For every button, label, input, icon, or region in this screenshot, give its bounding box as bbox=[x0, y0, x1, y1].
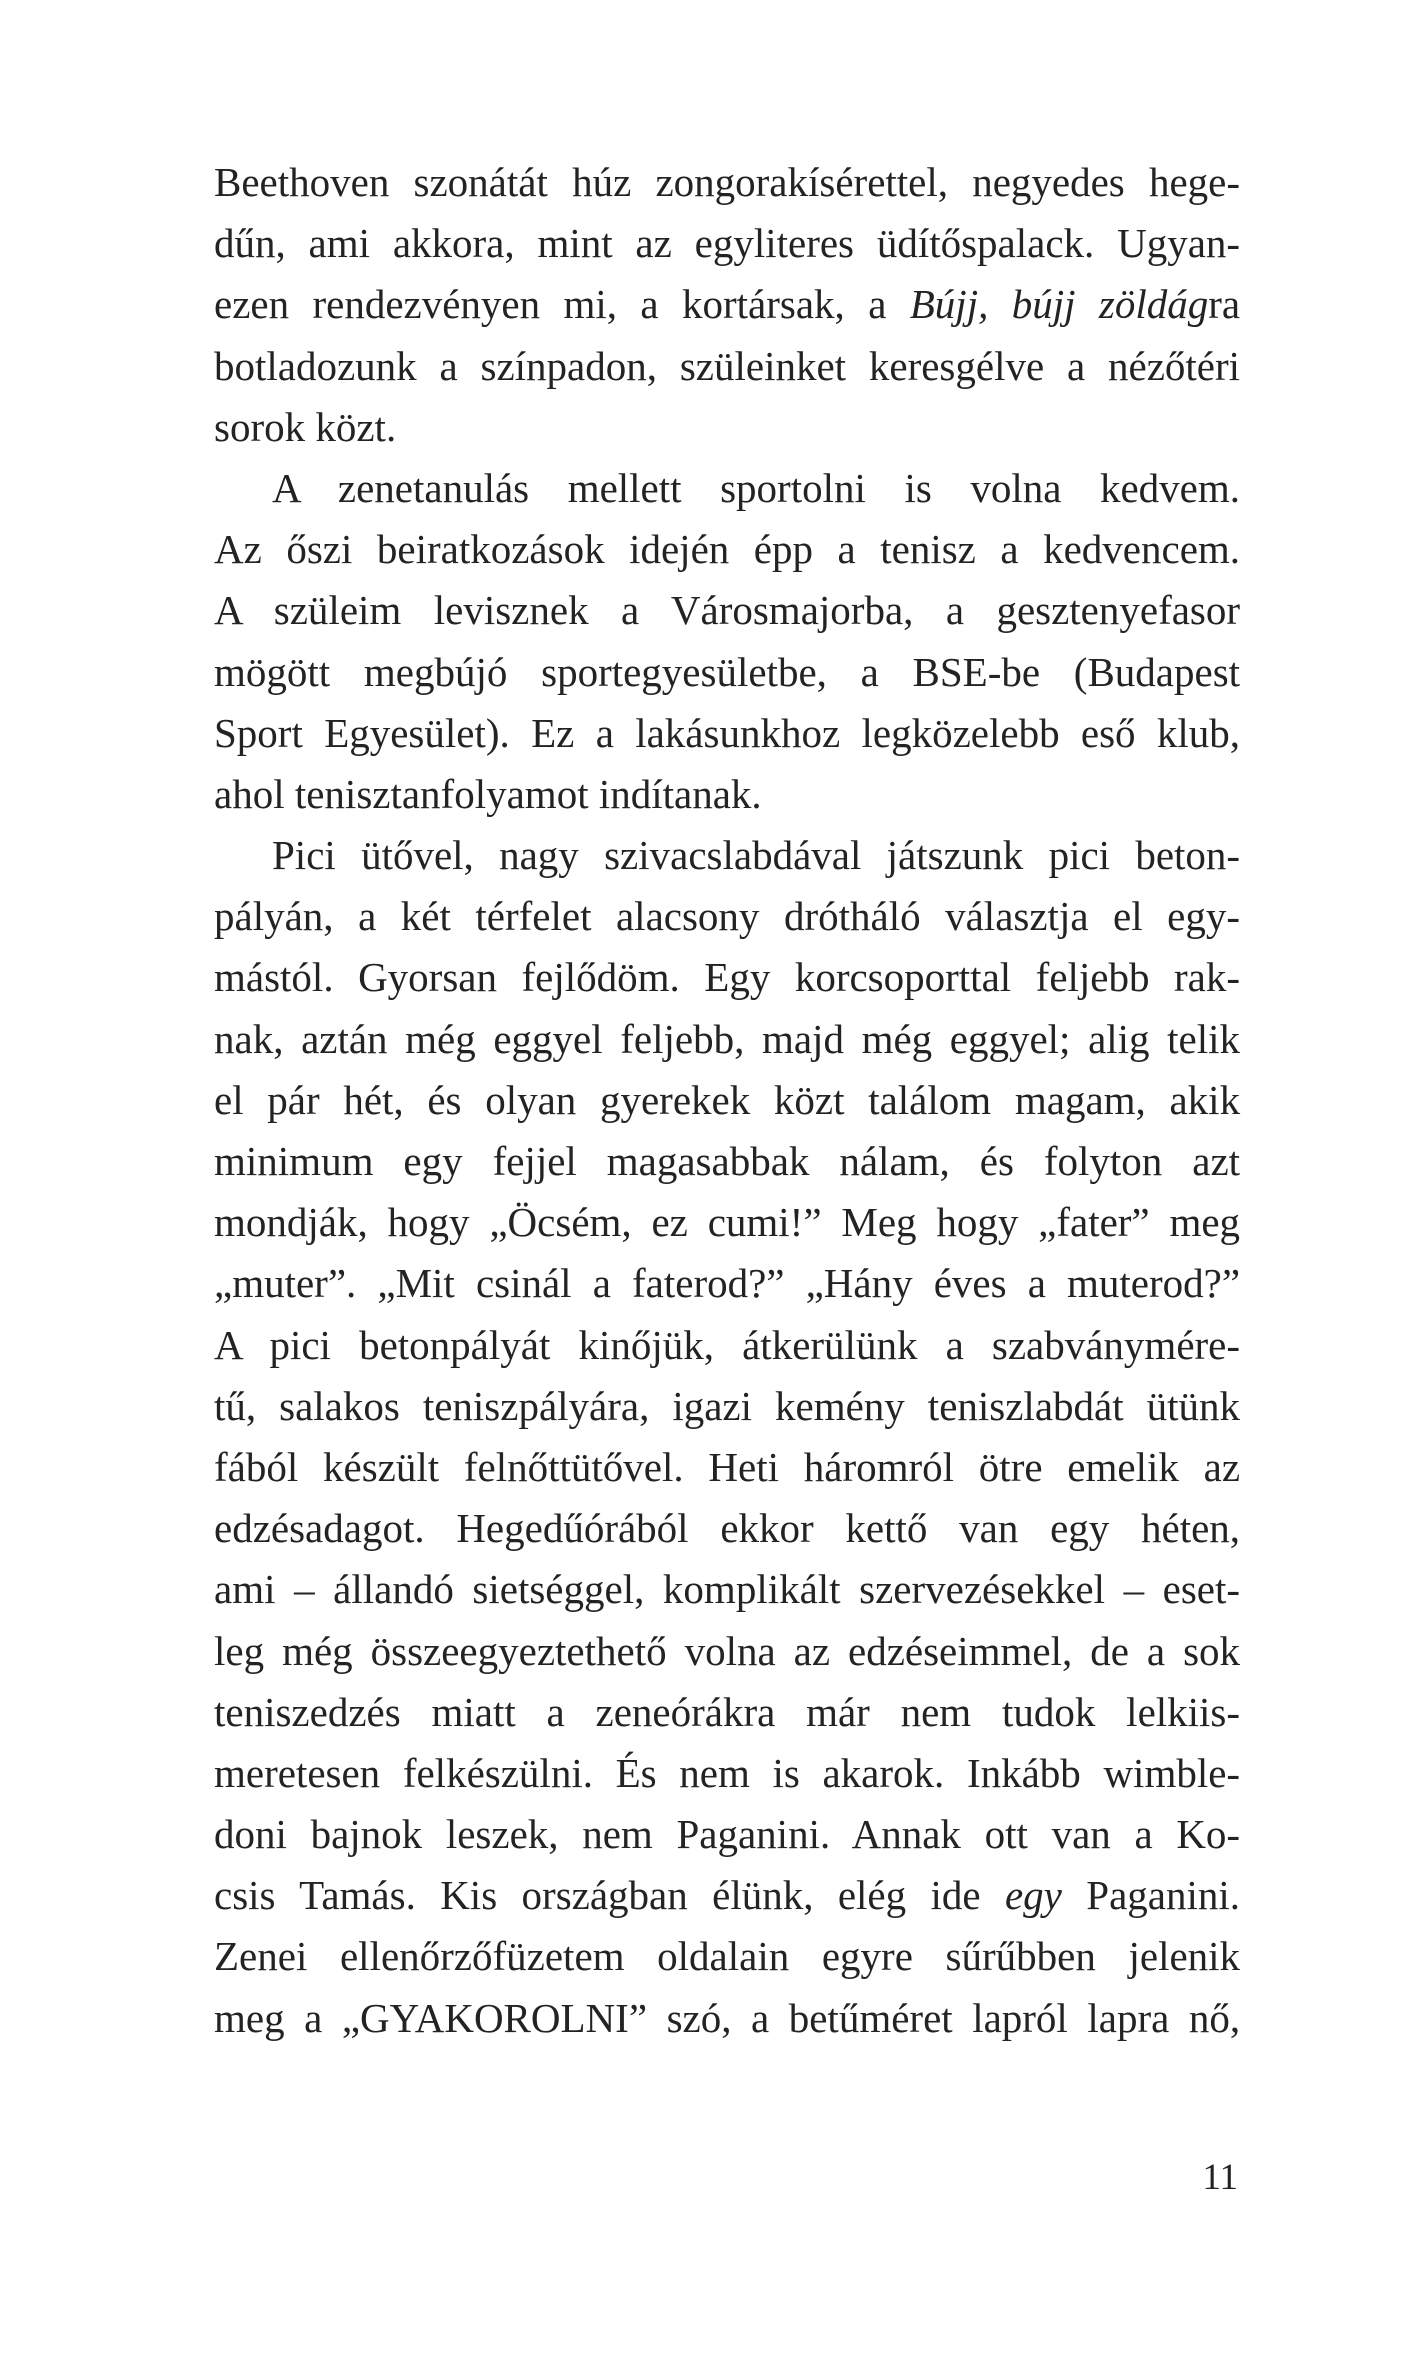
text-line: mondják, hogy „Öcsém, ez cumi!” Meg hogy „fater” meg bbox=[214, 1199, 1241, 1246]
text-line: leg még összeegyeztethető volna az edzéseimmel, de a sok bbox=[214, 1627, 1241, 1674]
page-number: 11 bbox=[1202, 2157, 1238, 2198]
text-run: sorok közt. bbox=[214, 403, 397, 450]
text-line: mástól. Gyorsan fejlődöm. Egy korcsoporttal feljebb rak- bbox=[214, 954, 1241, 1001]
text-line: dűn, ami akkora, mint az egyliteres üdítőspalack. Ugyan- bbox=[214, 220, 1241, 267]
text-line: ezen rendezvényen mi, a kortársak, a Bújj, bújj zöldágra bbox=[214, 281, 1241, 328]
text-line: botladozunk a színpadon, szüleinket keresgélve a nézőtéri bbox=[214, 342, 1241, 389]
text-line: A pici betonpályát kinőjük, átkerülünk a szabványmére- bbox=[214, 1321, 1241, 1368]
text-line: Beethoven szonátát húz zongorakísérettel, negyedes hege- bbox=[214, 159, 1241, 205]
text-line: minimum egy fejjel magasabbak nálam, és folyton azt bbox=[214, 1138, 1241, 1184]
text-line bbox=[214, 397, 1240, 458]
text-line: Sport Egyesület). Ez a lakásunkhoz legközelebb eső klub, bbox=[214, 709, 1241, 756]
text-line: pályán, a két térfelet alacsony drótháló választja el egy- bbox=[214, 893, 1241, 940]
text-line: tű, salakos teniszpályára, igazi kemény teniszlabdát ütünk bbox=[214, 1382, 1240, 1429]
text-line: mögött megbújó sportegyesületbe, a BSE-be (Budapest bbox=[214, 648, 1241, 695]
text-line: Zenei ellenőrzőfüzetem oldalain egyre sűrűbben jelenik bbox=[214, 1933, 1241, 1980]
body-text bbox=[214, 152, 1240, 2049]
text-line: fából készült felnőttütővel. Heti háromról ötre emelik az bbox=[214, 1443, 1241, 1490]
text-line: nak, aztán még eggyel feljebb, majd még eggyel; alig telik bbox=[214, 1015, 1241, 1062]
text-line: Az őszi beiratkozások idején épp a tenisz a kedvencem. bbox=[214, 526, 1241, 573]
text-line: „muter”. „Mit csinál a faterod?” „Hány éves a muterod?” bbox=[214, 1260, 1241, 1307]
text-line: csis Tamás. Kis országban élünk, elég ide egy Paganini. bbox=[214, 1872, 1240, 1919]
text-line: edzésadagot. Hegedűórából ekkor kettő van egy héten, bbox=[214, 1505, 1241, 1552]
text-line: teniszedzés miatt a zeneórákra már nem tudok lelkiis- bbox=[214, 1688, 1241, 1735]
text-line: el pár hét, és olyan gyerekek közt találom magam, akik bbox=[214, 1076, 1241, 1123]
text-line: ami – állandó sietséggel, komplikált szervezésekkel – eset- bbox=[214, 1566, 1241, 1613]
text-line: A zenetanulás mellett sportolni is volna kedvem. bbox=[272, 464, 1241, 511]
text-line: Pici ütővel, nagy szivacslabdával játszunk pici beton- bbox=[272, 832, 1241, 879]
text-line: A szüleim levisznek a Városmajorba, a gesztenyefasor bbox=[214, 587, 1241, 634]
text-line: meg a „GYAKOROLNI” szó, a betűméret lapról lapra nő, bbox=[214, 1994, 1241, 2041]
text-run: ahol tenisztanfolyamot indítanak. bbox=[214, 770, 762, 817]
text-line: meretesen felkészülni. És nem is akarok. Inkább wimble- bbox=[214, 1749, 1241, 1796]
text-line bbox=[214, 764, 1240, 825]
text-line: doni bajnok leszek, nem Paganini. Annak ott van a Ko- bbox=[214, 1811, 1241, 1858]
